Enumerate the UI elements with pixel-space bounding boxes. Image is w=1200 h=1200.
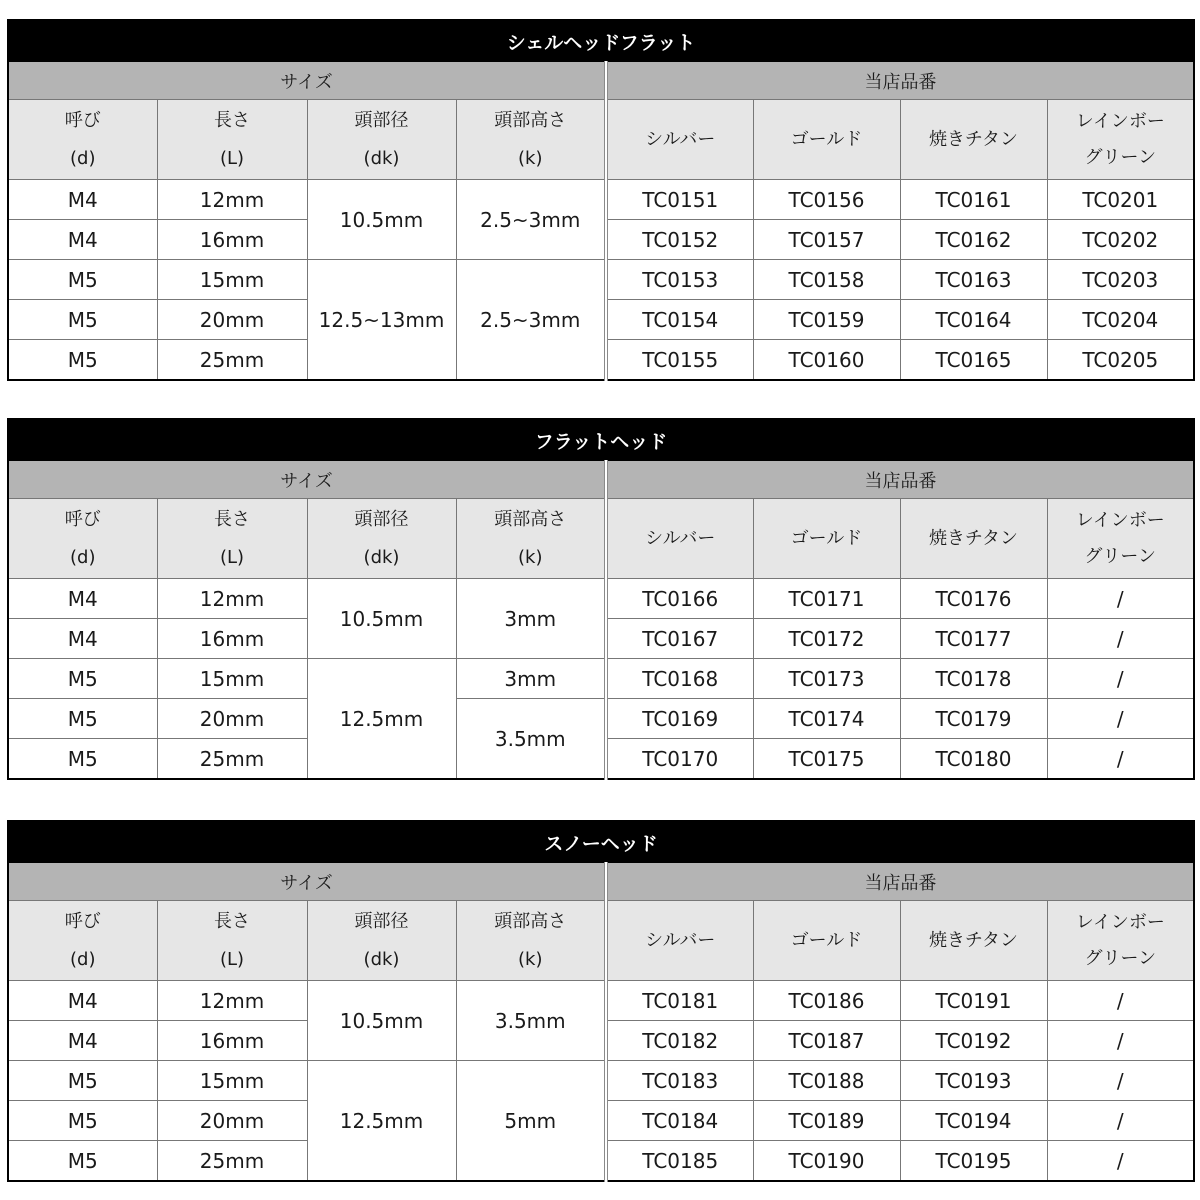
table-row (8, 180, 1194, 220)
silver-code-cell: TC0154 (606, 300, 753, 340)
head-diameter-cell: 12.5mm (307, 659, 456, 780)
burnt-titanium-header: 焼きチタン (900, 901, 1047, 981)
nominal-cell: M4 (8, 579, 157, 619)
silver-code-cell: TC0181 (606, 981, 753, 1021)
table-title: シェルヘッドフラット (8, 20, 1194, 62)
head-diameter-cell: 10.5mm (307, 981, 456, 1061)
gold-code-cell: TC0158 (753, 260, 900, 300)
nominal-cell: M4 (8, 981, 157, 1021)
rainbow-code-cell: / (1047, 1061, 1194, 1101)
head-diameter-header: 頭部径 (dk) (307, 499, 456, 579)
burnt-code-cell: TC0162 (900, 220, 1047, 260)
gold-code-cell: TC0156 (753, 180, 900, 220)
silver-code-cell: TC0166 (606, 579, 753, 619)
silver-code-cell: TC0167 (606, 619, 753, 659)
rainbow-code-cell: / (1047, 981, 1194, 1021)
nominal-cell: M4 (8, 619, 157, 659)
nominal-cell: M5 (8, 260, 157, 300)
gold-code-cell: TC0174 (753, 699, 900, 739)
head-diameter-header: 頭部径 (dk) (307, 100, 456, 180)
nominal-header: 呼び (d) (8, 100, 157, 180)
gold-code-cell: TC0186 (753, 981, 900, 1021)
length-cell: 20mm (157, 300, 307, 340)
silver-code-cell: TC0152 (606, 220, 753, 260)
gold-header: ゴールド (753, 901, 900, 981)
code-group-header: 当店品番 (606, 863, 1194, 901)
head-height-header: 頭部高さ (k) (456, 901, 606, 981)
burnt-code-cell: TC0163 (900, 260, 1047, 300)
silver-code-cell: TC0168 (606, 659, 753, 699)
gold-code-cell: TC0171 (753, 579, 900, 619)
burnt-code-cell: TC0161 (900, 180, 1047, 220)
length-header: 長さ (L) (157, 100, 307, 180)
burnt-code-cell: TC0164 (900, 300, 1047, 340)
gold-code-cell: TC0189 (753, 1101, 900, 1141)
burnt-code-cell: TC0180 (900, 739, 1047, 780)
nominal-cell: M5 (8, 699, 157, 739)
table-row (8, 260, 1194, 300)
rainbow-code-cell: TC0202 (1047, 220, 1194, 260)
burnt-code-cell: TC0178 (900, 659, 1047, 699)
gold-code-cell: TC0190 (753, 1141, 900, 1182)
gold-code-cell: TC0173 (753, 659, 900, 699)
table-title: スノーヘッド (8, 821, 1194, 863)
head-height-cell: 3mm (456, 659, 606, 699)
burnt-code-cell: TC0193 (900, 1061, 1047, 1101)
table-row (8, 1061, 1194, 1101)
nominal-header: 呼び (d) (8, 499, 157, 579)
burnt-code-cell: TC0194 (900, 1101, 1047, 1141)
rainbow-code-cell: TC0203 (1047, 260, 1194, 300)
table-row (8, 659, 1194, 699)
length-cell: 15mm (157, 1061, 307, 1101)
silver-code-cell: TC0169 (606, 699, 753, 739)
silver-code-cell: TC0153 (606, 260, 753, 300)
silver-header: シルバー (606, 499, 753, 579)
head-diameter-cell: 12.5mm (307, 1061, 456, 1182)
gold-code-cell: TC0188 (753, 1061, 900, 1101)
gold-code-cell: TC0175 (753, 739, 900, 780)
nominal-cell: M5 (8, 1101, 157, 1141)
rainbow-code-cell: TC0204 (1047, 300, 1194, 340)
head-height-cell: 2.5~3mm (456, 260, 606, 381)
nominal-cell: M4 (8, 220, 157, 260)
length-cell: 20mm (157, 1101, 307, 1141)
table-row (8, 981, 1194, 1021)
rainbow-green-header: レインボー グリーン (1047, 100, 1194, 180)
length-cell: 20mm (157, 699, 307, 739)
gold-code-cell: TC0160 (753, 340, 900, 381)
burnt-titanium-header: 焼きチタン (900, 100, 1047, 180)
length-cell: 25mm (157, 1141, 307, 1182)
table-row (8, 579, 1194, 619)
nominal-header: 呼び (d) (8, 901, 157, 981)
head-diameter-cell: 12.5~13mm (307, 260, 456, 381)
size-group-header: サイズ (8, 461, 606, 499)
rainbow-green-header: レインボー グリーン (1047, 901, 1194, 981)
code-group-header: 当店品番 (606, 461, 1194, 499)
size-group-header: サイズ (8, 62, 606, 100)
length-cell: 12mm (157, 579, 307, 619)
rainbow-code-cell: / (1047, 579, 1194, 619)
head-diameter-cell: 10.5mm (307, 180, 456, 260)
gold-code-cell: TC0157 (753, 220, 900, 260)
table-row (8, 699, 1194, 739)
silver-code-cell: TC0183 (606, 1061, 753, 1101)
silver-code-cell: TC0184 (606, 1101, 753, 1141)
gold-header: ゴールド (753, 499, 900, 579)
burnt-code-cell: TC0179 (900, 699, 1047, 739)
silver-code-cell: TC0151 (606, 180, 753, 220)
length-cell: 15mm (157, 260, 307, 300)
gold-code-cell: TC0159 (753, 300, 900, 340)
nominal-cell: M5 (8, 300, 157, 340)
spec-table-snow-head (7, 820, 1195, 1182)
length-cell: 25mm (157, 340, 307, 381)
rainbow-green-header: レインボー グリーン (1047, 499, 1194, 579)
rainbow-code-cell: / (1047, 659, 1194, 699)
rainbow-code-cell: / (1047, 739, 1194, 780)
burnt-code-cell: TC0176 (900, 579, 1047, 619)
silver-code-cell: TC0185 (606, 1141, 753, 1182)
rainbow-code-cell: TC0201 (1047, 180, 1194, 220)
silver-code-cell: TC0155 (606, 340, 753, 381)
code-group-header: 当店品番 (606, 62, 1194, 100)
length-cell: 16mm (157, 220, 307, 260)
head-height-cell: 5mm (456, 1061, 606, 1182)
silver-header: シルバー (606, 901, 753, 981)
head-height-cell: 2.5~3mm (456, 180, 606, 260)
burnt-code-cell: TC0195 (900, 1141, 1047, 1182)
burnt-code-cell: TC0177 (900, 619, 1047, 659)
silver-code-cell: TC0170 (606, 739, 753, 780)
rainbow-code-cell: / (1047, 1141, 1194, 1182)
rainbow-code-cell: / (1047, 1101, 1194, 1141)
head-height-header: 頭部高さ (k) (456, 100, 606, 180)
silver-header: シルバー (606, 100, 753, 180)
head-height-cell: 3.5mm (456, 981, 606, 1061)
nominal-cell: M5 (8, 659, 157, 699)
spec-table-flat-head (7, 418, 1195, 780)
nominal-cell: M5 (8, 1141, 157, 1182)
table-title: フラットヘッド (8, 419, 1194, 461)
length-cell: 12mm (157, 180, 307, 220)
silver-code-cell: TC0182 (606, 1021, 753, 1061)
length-cell: 12mm (157, 981, 307, 1021)
length-cell: 15mm (157, 659, 307, 699)
nominal-cell: M5 (8, 739, 157, 780)
head-height-cell: 3.5mm (456, 699, 606, 780)
head-diameter-cell: 10.5mm (307, 579, 456, 659)
head-height-header: 頭部高さ (k) (456, 499, 606, 579)
burnt-code-cell: TC0192 (900, 1021, 1047, 1061)
gold-code-cell: TC0187 (753, 1021, 900, 1061)
nominal-cell: M5 (8, 340, 157, 381)
length-cell: 25mm (157, 739, 307, 780)
length-cell: 16mm (157, 619, 307, 659)
burnt-titanium-header: 焼きチタン (900, 499, 1047, 579)
head-diameter-header: 頭部径 (dk) (307, 901, 456, 981)
spec-table-shell-head-flat (7, 19, 1195, 381)
rainbow-code-cell: TC0205 (1047, 340, 1194, 381)
rainbow-code-cell: / (1047, 699, 1194, 739)
size-group-header: サイズ (8, 863, 606, 901)
length-cell: 16mm (157, 1021, 307, 1061)
gold-code-cell: TC0172 (753, 619, 900, 659)
head-height-cell: 3mm (456, 579, 606, 659)
nominal-cell: M5 (8, 1061, 157, 1101)
nominal-cell: M4 (8, 1021, 157, 1061)
length-header: 長さ (L) (157, 499, 307, 579)
gold-header: ゴールド (753, 100, 900, 180)
length-header: 長さ (L) (157, 901, 307, 981)
rainbow-code-cell: / (1047, 619, 1194, 659)
burnt-code-cell: TC0191 (900, 981, 1047, 1021)
rainbow-code-cell: / (1047, 1021, 1194, 1061)
burnt-code-cell: TC0165 (900, 340, 1047, 381)
nominal-cell: M4 (8, 180, 157, 220)
